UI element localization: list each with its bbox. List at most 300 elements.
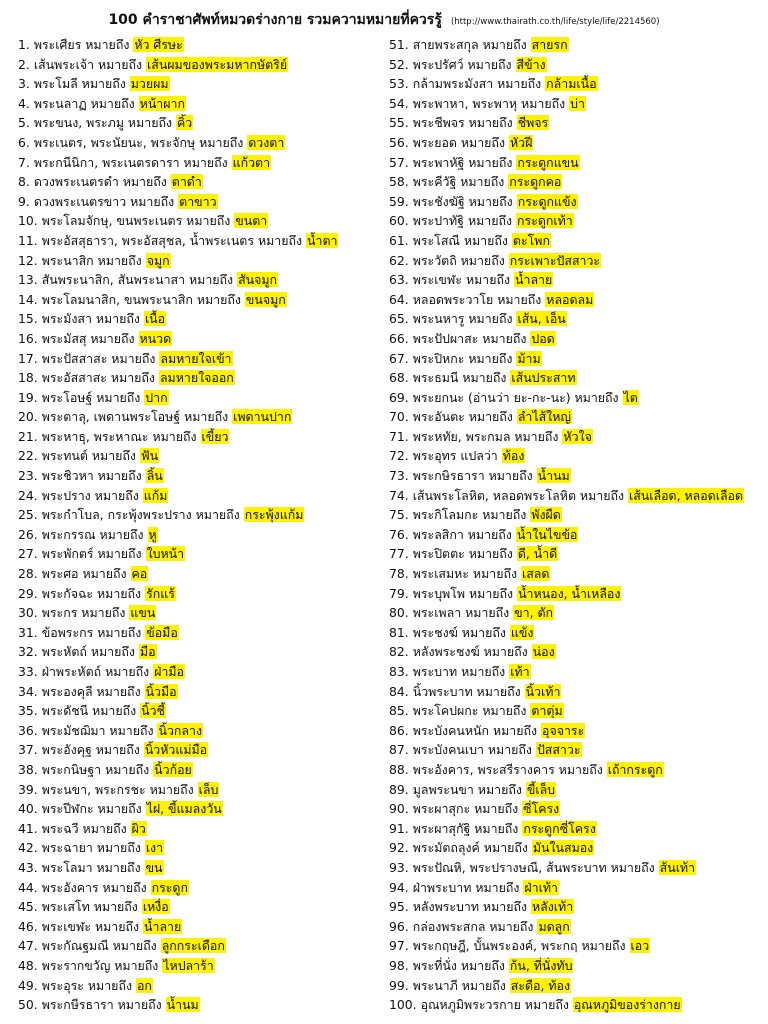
royal-term: พระนลาฏ หมายถึง xyxy=(33,95,135,111)
list-item xyxy=(389,231,765,251)
highlighted-meaning: ปัสสาวะ xyxy=(536,742,581,758)
royal-term: พระมังสา หมายถึง xyxy=(41,311,140,327)
royal-term: พระยกนะ (อ่านว่า ยะ-กะ-นะ) หมายถึง xyxy=(412,389,619,405)
list-item xyxy=(18,192,390,212)
royal-term: พระกรรณ หมายถึง xyxy=(41,526,144,542)
highlighted-meaning: จมูก xyxy=(146,252,170,268)
royal-term: พระลสิกา หมายถึง xyxy=(412,526,512,542)
royal-term: พระมัชฌิมา หมายถึง xyxy=(41,722,154,738)
list-item xyxy=(389,603,765,623)
list-item xyxy=(18,172,390,192)
highlighted-meaning: นิ้วชี้ xyxy=(141,703,165,719)
highlighted-meaning: ตาตุ่ม xyxy=(531,703,563,719)
royal-term: พระกษีรธารา หมายถึง xyxy=(41,997,162,1013)
highlighted-meaning: ชีพจร xyxy=(517,115,549,131)
royal-term: พระนขา, พระกรชะ หมายถึง xyxy=(41,781,194,797)
royal-term: พระนาสิก หมายถึง xyxy=(41,252,142,268)
highlighted-meaning: ขี้เล็บ xyxy=(526,781,556,797)
royal-term: พระพักตร์ หมายถึง xyxy=(41,546,142,562)
item-number: 35. xyxy=(18,703,38,719)
list-item xyxy=(18,740,390,760)
highlighted-meaning: ขนจมูก xyxy=(245,291,286,307)
royal-term: พระวัตถิ หมายถึง xyxy=(412,252,505,268)
list-item xyxy=(389,662,765,682)
list-item xyxy=(18,368,390,388)
list-item xyxy=(389,446,765,466)
list-item xyxy=(389,623,765,643)
highlighted-meaning: เนื้อ xyxy=(144,311,166,327)
royal-term: พระองคุลี หมายถึง xyxy=(41,683,141,699)
highlighted-meaning: แก้ม xyxy=(143,487,168,503)
list-item xyxy=(18,623,390,643)
list-item xyxy=(18,760,390,780)
royal-term: พระเสมหะ หมายถึง xyxy=(412,566,518,582)
royal-term: ข้อพระกร หมายถึง xyxy=(41,624,142,640)
royal-term: พระชิวหา หมายถึง xyxy=(41,468,142,484)
highlighted-meaning: เหงื่อ xyxy=(142,899,169,915)
item-number: 34. xyxy=(18,683,38,699)
highlighted-meaning: ไต xyxy=(623,389,638,405)
royal-term: พระมัสสุ หมายถึง xyxy=(41,330,135,346)
list-item xyxy=(18,427,390,447)
item-number: 76. xyxy=(389,526,409,542)
list-item xyxy=(389,799,765,819)
item-number: 16. xyxy=(18,330,38,346)
list-item xyxy=(389,94,765,114)
highlighted-meaning: อุจจาระ xyxy=(542,722,585,738)
item-number: 45. xyxy=(18,899,38,915)
item-number: 78. xyxy=(389,566,409,582)
highlighted-meaning: คอ xyxy=(131,566,148,582)
highlighted-meaning: ไหปลาร้า xyxy=(163,957,214,973)
highlighted-meaning: สีข้าง xyxy=(516,56,546,72)
list-item xyxy=(18,682,390,702)
list-item xyxy=(389,290,765,310)
royal-term: พระอุทร แปลว่า xyxy=(412,448,498,464)
list-item xyxy=(18,995,390,1015)
item-number: 86. xyxy=(389,722,409,738)
list-item xyxy=(18,55,390,75)
list-item xyxy=(18,251,390,271)
item-number: 72. xyxy=(389,448,409,464)
list-item xyxy=(389,878,765,898)
royal-term: อุณหภูมิพระวรกาย หมายถึง xyxy=(420,997,569,1013)
item-number: 73. xyxy=(389,468,409,484)
highlighted-meaning: ข้อมือ xyxy=(146,624,178,640)
item-number: 68. xyxy=(389,370,409,386)
royal-term: พระปรัศว์ หมายถึง xyxy=(412,56,512,72)
royal-term: พระเพลา หมายถึง xyxy=(412,605,510,621)
list-item xyxy=(389,211,765,231)
highlighted-meaning: แก้วตา xyxy=(232,154,271,170)
royal-term: พระอุระ หมายถึง xyxy=(41,977,132,993)
item-number: 95. xyxy=(389,899,409,915)
list-item xyxy=(389,682,765,702)
highlighted-meaning: ส้นเท้า xyxy=(659,859,696,875)
item-number: 8. xyxy=(18,174,30,190)
item-number: 56. xyxy=(389,134,409,150)
item-number: 30. xyxy=(18,605,38,621)
highlighted-meaning: ม้าม xyxy=(517,350,541,366)
list-item xyxy=(18,270,390,290)
highlighted-meaning: ใบหน้า xyxy=(146,546,185,562)
list-item xyxy=(389,721,765,741)
royal-term: พระนหารู หมายถึง xyxy=(412,311,513,327)
item-number: 25. xyxy=(18,507,38,523)
royal-term: พระปิตตะ หมายถึง xyxy=(412,546,513,562)
highlighted-meaning: ตาขาว xyxy=(179,193,217,209)
item-number: 37. xyxy=(18,742,38,758)
list-item xyxy=(389,192,765,212)
item-number: 54. xyxy=(389,95,409,111)
royal-term: พระโลมา หมายถึง xyxy=(41,859,141,875)
item-number: 89. xyxy=(389,781,409,797)
royal-term: พระรากขวัญ หมายถึง xyxy=(41,957,159,973)
item-number: 10. xyxy=(18,213,38,229)
item-number: 55. xyxy=(389,115,409,131)
item-number: 50. xyxy=(18,997,38,1013)
highlighted-meaning: น้ำนม xyxy=(537,468,570,484)
highlighted-meaning: มันในสมอง xyxy=(532,840,594,856)
highlighted-meaning: กระดูกคอ xyxy=(509,174,562,190)
item-number: 29. xyxy=(18,585,38,601)
highlighted-meaning: กระพุ้งแก้ม xyxy=(244,507,304,523)
royal-term: หลังพระบาท หมายถึง xyxy=(412,899,528,915)
list-item xyxy=(18,35,390,55)
highlighted-meaning: ดวงตา xyxy=(248,134,285,150)
item-number: 31. xyxy=(18,624,38,640)
item-number: 42. xyxy=(18,840,38,856)
highlighted-meaning: เส้น, เอ็น xyxy=(517,311,566,327)
highlighted-meaning: สายรก xyxy=(531,37,568,52)
list-item xyxy=(18,936,390,956)
royal-term: พระที่นั่ง หมายถึง xyxy=(412,957,505,973)
item-number: 11. xyxy=(18,232,38,248)
royal-term: พระพาหา, พระพาหุ หมายถึง xyxy=(412,95,566,111)
list-item xyxy=(18,701,390,721)
list-item xyxy=(18,349,390,369)
royal-term: พระอัสสาสะ หมายถึง xyxy=(41,370,155,386)
item-number: 57. xyxy=(389,154,409,170)
royal-term: สายพระสกุล หมายถึง xyxy=(412,37,527,52)
item-number: 23. xyxy=(18,468,38,484)
list-item xyxy=(389,309,765,329)
item-number: 65. xyxy=(389,311,409,327)
list-item xyxy=(389,838,765,858)
list-item xyxy=(389,251,765,271)
list-item xyxy=(18,956,390,976)
royal-term: พระมัตถลุงค์ หมายถึง xyxy=(412,840,528,856)
list-item xyxy=(389,525,765,545)
item-number: 27. xyxy=(18,546,38,562)
highlighted-meaning: ลมหายใจออก xyxy=(159,370,234,386)
item-number: 32. xyxy=(18,644,38,660)
royal-term: ดวงพระเนตรขาว หมายถึง xyxy=(33,193,175,209)
list-item xyxy=(389,956,765,976)
highlighted-meaning: เอว xyxy=(630,938,650,954)
list-item xyxy=(389,917,765,937)
royal-term: ดวงพระเนตรดำ หมายถึง xyxy=(33,174,167,190)
list-item xyxy=(389,976,765,996)
highlighted-meaning: ฝ่ามือ xyxy=(154,664,184,679)
item-number: 58. xyxy=(389,174,409,190)
highlighted-meaning: ลูกกระเดือก xyxy=(161,938,225,954)
highlighted-meaning: กระดูกซี่โครง xyxy=(523,820,596,836)
highlighted-meaning: ขา, ตัก xyxy=(514,605,554,621)
item-number: 5. xyxy=(18,115,30,131)
list-item xyxy=(389,544,765,564)
list-item xyxy=(18,211,390,231)
item-number: 97. xyxy=(389,938,409,954)
highlighted-meaning: กระดูกแข้ง xyxy=(517,193,577,209)
item-number: 66. xyxy=(389,330,409,346)
left-column xyxy=(18,35,390,1015)
royal-term: พระโสณี หมายถึง xyxy=(412,232,508,248)
royal-term: ฝ่าพระบาท หมายถึง xyxy=(412,879,520,895)
highlighted-meaning: น้ำนม xyxy=(166,997,199,1013)
list-item xyxy=(389,760,765,780)
royal-term: พระหทัย, พระกมล หมายถึง xyxy=(412,428,559,444)
highlighted-meaning: อก xyxy=(136,977,152,993)
item-number: 49. xyxy=(18,977,38,993)
list-item xyxy=(18,799,390,819)
list-item xyxy=(389,936,765,956)
item-number: 2. xyxy=(18,56,30,72)
list-item xyxy=(389,780,765,800)
item-number: 52. xyxy=(389,56,409,72)
item-number: 43. xyxy=(18,859,38,875)
highlighted-meaning: กล้ามเนื้อ xyxy=(546,76,597,92)
item-number: 81. xyxy=(389,624,409,640)
royal-term: พระเศียร หมายถึง xyxy=(33,37,130,52)
highlighted-meaning: รักแร้ xyxy=(146,585,175,601)
royal-term: พระปีฬกะ หมายถึง xyxy=(41,801,142,817)
highlighted-meaning: ขน xyxy=(145,859,163,875)
list-item xyxy=(18,525,390,545)
list-item xyxy=(18,976,390,996)
royal-term: พระปัปผาสะ หมายถึง xyxy=(412,330,527,346)
item-number: 51. xyxy=(389,37,409,52)
highlighted-meaning: คิ้ว xyxy=(176,115,193,131)
royal-term: กล้ามพระมังสา หมายถึง xyxy=(412,76,542,92)
list-item xyxy=(18,564,390,584)
item-number: 96. xyxy=(389,918,409,934)
royal-term: พระขนง, พระภมู หมายถึง xyxy=(33,115,173,131)
list-item xyxy=(18,446,390,466)
item-number: 69. xyxy=(389,389,409,405)
highlighted-meaning: ลิ้น xyxy=(146,468,163,484)
highlighted-meaning: น้ำหนอง, น้ำเหลือง xyxy=(518,585,621,601)
royal-term: เส้นพระโลหิต, หลอดพระโลหิต หมายถึง xyxy=(412,487,625,503)
list-item xyxy=(18,917,390,937)
list-item xyxy=(18,231,390,251)
source-link[interactable]: (http://www.thairath.co.th/life/style/life/2214560) xyxy=(450,17,660,27)
list-item xyxy=(18,505,390,525)
royal-term: พระธมนี หมายถึง xyxy=(412,370,507,386)
list-item xyxy=(389,113,765,133)
highlighted-meaning: ปาก xyxy=(145,389,168,405)
highlighted-meaning: ตาดำ xyxy=(171,174,202,190)
list-item xyxy=(389,407,765,427)
highlighted-meaning: น้ำในไขข้อ xyxy=(516,526,578,542)
item-number: 1. xyxy=(18,37,30,52)
item-number: 80. xyxy=(389,605,409,621)
item-number: 12. xyxy=(18,252,38,268)
royal-term: พระบังคนหนัก หมายถึง xyxy=(412,722,538,738)
highlighted-meaning: สันจมูก xyxy=(238,272,278,288)
royal-term: นิ้วพระบาท หมายถึง xyxy=(412,683,521,699)
list-item xyxy=(389,466,765,486)
list-item xyxy=(389,172,765,192)
royal-term: เส้นพระเจ้า หมายถึง xyxy=(33,56,143,72)
item-number: 62. xyxy=(389,252,409,268)
highlighted-meaning: เล็บ xyxy=(198,781,219,797)
list-item xyxy=(18,486,390,506)
item-number: 63. xyxy=(389,272,409,288)
item-number: 21. xyxy=(18,428,38,444)
highlighted-meaning: นิ้วกลาง xyxy=(158,722,203,738)
highlighted-meaning: เขี้ยว xyxy=(201,428,229,444)
highlighted-meaning: อุณหภูมิของร่างกาย xyxy=(573,997,681,1013)
royal-term: พระปราง หมายถึง xyxy=(41,487,139,503)
item-number: 67. xyxy=(389,350,409,366)
item-number: 39. xyxy=(18,781,38,797)
highlighted-meaning: หนวด xyxy=(139,330,172,346)
royal-term: พระโมลี หมายถึง xyxy=(33,76,126,92)
item-number: 7. xyxy=(18,154,30,170)
item-number: 85. xyxy=(389,703,409,719)
item-number: 93. xyxy=(389,859,409,875)
item-number: 88. xyxy=(389,761,409,777)
item-number: 61. xyxy=(389,232,409,248)
highlighted-meaning: กระดูก xyxy=(151,879,188,895)
highlighted-meaning: ซี่โครง xyxy=(523,801,560,817)
royal-term: พระกษิรธารา หมายถึง xyxy=(412,468,533,484)
royal-term: พระกนิษฐา หมายถึง xyxy=(41,761,150,777)
list-item xyxy=(389,329,765,349)
highlighted-meaning: ผิว xyxy=(131,820,146,836)
list-item xyxy=(18,721,390,741)
highlighted-meaning: น้ำลาย xyxy=(144,918,182,934)
highlighted-meaning: หน้าผาก xyxy=(139,95,185,111)
royal-term: พระผาสุกัฐิ หมายถึง xyxy=(412,820,519,836)
highlighted-meaning: หู xyxy=(148,526,157,542)
list-item xyxy=(389,35,765,55)
highlighted-meaning: ท้อง xyxy=(502,448,525,464)
highlighted-meaning: หลอดลม xyxy=(546,291,594,307)
item-number: 74. xyxy=(389,487,409,503)
page-title: 100 คำราชาศัพท์หมวดร่างกาย รวมความหมายที่ควรรู้ xyxy=(108,12,442,28)
highlighted-meaning: บ่า xyxy=(570,95,585,111)
list-item xyxy=(18,388,390,408)
royal-term: พระโคปผกะ หมายถึง xyxy=(412,703,527,719)
item-number: 46. xyxy=(18,918,38,934)
royal-term: พระกำโบล, กระพุ้งพระปราง หมายถึง xyxy=(41,507,240,523)
highlighted-meaning: เพดานปาก xyxy=(233,409,292,425)
list-item xyxy=(389,270,765,290)
highlighted-meaning: เส้นเลือด, หลอดเลือด xyxy=(629,487,744,503)
royal-term: พระยอด หมายถึง xyxy=(412,134,505,150)
highlighted-meaning: กระเพาะปัสสาวะ xyxy=(509,252,601,268)
royal-term: พระโลมจักษุ, ขนพระเนตร หมายถึง xyxy=(41,213,231,229)
highlighted-meaning: หัว ศีรษะ xyxy=(134,37,183,52)
item-number: 28. xyxy=(18,566,38,582)
royal-term: พระบาท หมายถึง xyxy=(412,664,506,679)
royal-term: พระชงฆ์ หมายถึง xyxy=(412,624,506,640)
highlighted-meaning: มดลูก xyxy=(538,918,570,934)
list-item xyxy=(389,388,765,408)
royal-term: พระกนีนิกา, พระเนตรดารา หมายถึง xyxy=(33,154,228,170)
list-item xyxy=(389,74,765,94)
list-item xyxy=(18,309,390,329)
highlighted-meaning: เท้า xyxy=(510,664,530,679)
highlighted-meaning: ฟัน xyxy=(140,448,159,464)
item-number: 60. xyxy=(389,213,409,229)
royal-term: พระทนต์ หมายถึง xyxy=(41,448,136,464)
royal-term: พระปัณหิ, พระปรางษณี, ส้นพระบาท หมายถึง xyxy=(412,859,655,875)
item-number: 17. xyxy=(18,350,38,366)
item-number: 18. xyxy=(18,370,38,386)
list-item xyxy=(18,113,390,133)
item-number: 26. xyxy=(18,526,38,542)
royal-term: พระปัสสาสะ หมายถึง xyxy=(41,350,156,366)
list-item xyxy=(389,897,765,917)
item-number: 22. xyxy=(18,448,38,464)
item-number: 77. xyxy=(389,546,409,562)
list-item xyxy=(389,349,765,369)
list-item xyxy=(389,858,765,878)
list-item xyxy=(389,564,765,584)
highlighted-meaning: นิ้วเท้า xyxy=(525,683,561,699)
item-number: 33. xyxy=(18,664,38,679)
item-number: 75. xyxy=(389,507,409,523)
item-number: 90. xyxy=(389,801,409,817)
royal-term: พระฉวี หมายถึง xyxy=(41,820,127,836)
royal-term: พระตาลุ, เพดานพระโอษฐ์ หมายถึง xyxy=(41,409,229,425)
document-header xyxy=(0,9,768,33)
item-number: 71. xyxy=(389,428,409,444)
item-number: 13. xyxy=(18,272,38,288)
royal-term: พระชังฆัฐิ หมายถึง xyxy=(412,193,513,209)
royal-term: พระอังคุฐ หมายถึง xyxy=(41,742,140,758)
royal-term: พระปิหกะ หมายถึง xyxy=(412,350,513,366)
highlighted-meaning: มวยผม xyxy=(130,76,169,92)
highlighted-meaning: แข้ง xyxy=(510,624,534,640)
list-item xyxy=(18,466,390,486)
item-number: 98. xyxy=(389,957,409,973)
item-number: 24. xyxy=(18,487,38,503)
list-item xyxy=(18,407,390,427)
royal-term: พระคีวัฐิ หมายถึง xyxy=(412,174,505,190)
royal-term: พระปาทัฐิ หมายถึง xyxy=(412,213,513,229)
list-item xyxy=(18,603,390,623)
item-number: 94. xyxy=(389,879,409,895)
item-number: 19. xyxy=(18,389,38,405)
list-item xyxy=(18,544,390,564)
highlighted-meaning: ดี, น้ำดี xyxy=(517,546,558,562)
list-item xyxy=(18,878,390,898)
royal-term: พระอัสสุธารา, พระอัสสุชล, น้ำพระเนตร หมายถึง xyxy=(41,232,303,248)
royal-term: สันพระนาสิก, สันพระนาสา หมายถึง xyxy=(41,272,234,288)
royal-term: พระอังคาร, พระสรีรางคาร หมายถึง xyxy=(412,761,603,777)
highlighted-meaning: น้ำตา xyxy=(307,232,338,248)
highlighted-meaning: หัวฝี xyxy=(509,134,533,150)
royal-term: พระชีพจร หมายถึง xyxy=(412,115,513,131)
highlighted-meaning: ตะโพก xyxy=(512,232,550,248)
highlighted-meaning: หลังเท้า xyxy=(532,899,574,915)
highlighted-meaning: นิ้วหัวแม่มือ xyxy=(144,742,208,758)
royal-term: พระอันตะ หมายถึง xyxy=(412,409,513,425)
